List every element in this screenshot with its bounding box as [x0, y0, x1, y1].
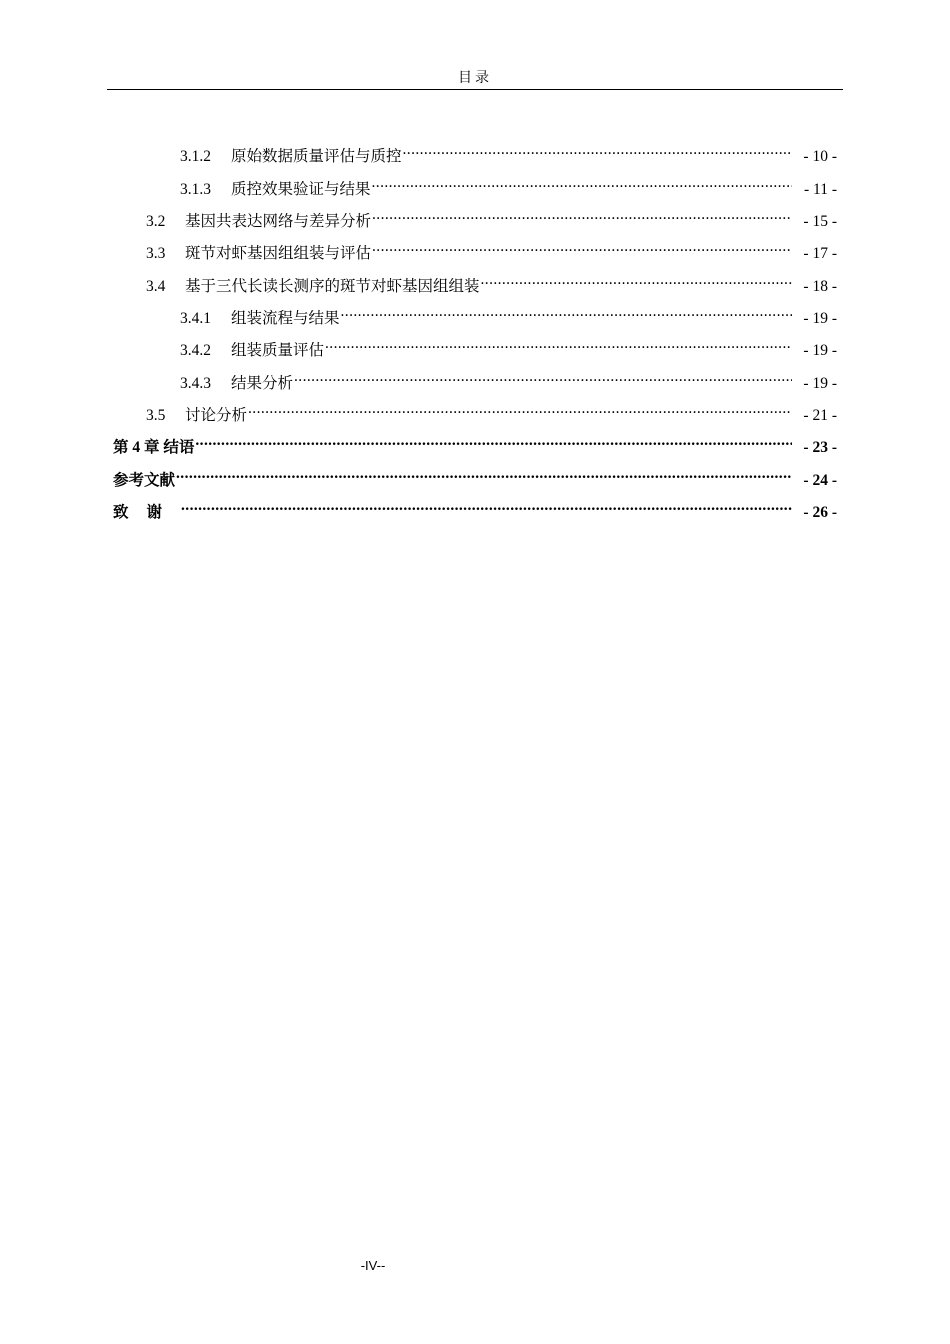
toc-entry-page: - 11 - [804, 181, 837, 198]
toc-entry-label: 组装质量评估 [231, 342, 325, 359]
toc-entry-3-2[interactable] [146, 204, 837, 230]
toc-dot-leader [403, 139, 792, 161]
toc-entry-page: - 19 - [803, 310, 837, 327]
toc-entry-number: 3.1.2 [180, 148, 211, 165]
toc-entry-page: - 15 - [803, 213, 837, 230]
toc-entry-page: - 18 - [803, 278, 837, 295]
toc-dot-leader [341, 301, 792, 323]
toc-entry-3-4-2[interactable] [180, 333, 837, 359]
toc-entry-number: 3.3 [146, 245, 166, 262]
running-header-title: 目录 [458, 71, 492, 86]
toc-entry-3-4[interactable] [146, 269, 837, 295]
toc-dot-leader [481, 269, 792, 291]
toc-entry-3-3[interactable] [146, 236, 837, 262]
toc-dot-leader [372, 204, 792, 226]
toc-entry-label: 基因共表达网络与差异分析 [185, 213, 372, 230]
toc-dot-leader [372, 236, 792, 258]
toc-dot-leader [176, 463, 792, 485]
toc-entry-3-4-3[interactable] [180, 366, 837, 392]
toc-entry-3-4-1[interactable] [180, 301, 837, 327]
toc-entry-label: 参考文献 [113, 472, 176, 489]
toc-dot-leader [248, 398, 792, 420]
toc-entry-number: 3.4.2 [180, 342, 211, 359]
footer-page-number: -IV-- [360, 1258, 386, 1273]
toc-entry-label: 原始数据质量评估与质控 [231, 148, 402, 165]
toc-entry-page: - 19 - [803, 375, 837, 392]
toc-entry-label: 讨论分析 [185, 407, 248, 424]
toc-entry-page: - 23 - [803, 439, 837, 456]
toc-entry-label: 斑节对虾基因组组装与评估 [185, 245, 372, 262]
toc-dot-leader [181, 495, 792, 517]
toc-entry-label: 组装流程与结果 [231, 310, 340, 327]
toc-entry-3-5[interactable] [146, 398, 837, 424]
toc-entry-references[interactable] [113, 463, 837, 489]
toc-dot-leader [325, 333, 792, 355]
toc-entry-3-1-3[interactable] [180, 172, 837, 198]
toc-entry-page: - 10 - [803, 148, 837, 165]
toc-entry-number: 3.4.3 [180, 375, 211, 392]
toc-entry-3-1-2[interactable] [180, 139, 837, 165]
toc-entry-number: 3.1.3 [180, 181, 211, 198]
toc-entry-label: 基于三代长读长测序的斑节对虾基因组组装 [185, 278, 480, 295]
toc-entry-number: 3.5 [146, 407, 166, 424]
toc-entry-label: 致谢 [113, 504, 181, 521]
toc-entry-page: - 17 - [803, 245, 837, 262]
toc-entry-page: - 21 - [803, 407, 837, 424]
toc-entry-label: 结果分析 [231, 375, 294, 392]
toc-entry-page: - 19 - [803, 342, 837, 359]
toc-entry-page: - 26 - [803, 504, 837, 521]
toc-dot-leader [372, 172, 792, 194]
toc-entry-number: 3.4.1 [180, 310, 211, 327]
toc-entry-number: 3.4 [146, 278, 166, 295]
header-rule [107, 89, 843, 90]
toc-entry-label: 质控效果验证与结果 [231, 181, 371, 198]
toc-entry-acknowledgements[interactable] [113, 495, 837, 521]
toc-entry-page: - 24 - [803, 472, 837, 489]
toc-entry-chapter-4[interactable] [113, 430, 837, 456]
toc-entry-label: 第 4 章 结语 [113, 439, 195, 456]
toc-dot-leader [294, 366, 792, 388]
toc-dot-leader [195, 430, 792, 452]
toc-entry-number: 3.2 [146, 213, 166, 230]
